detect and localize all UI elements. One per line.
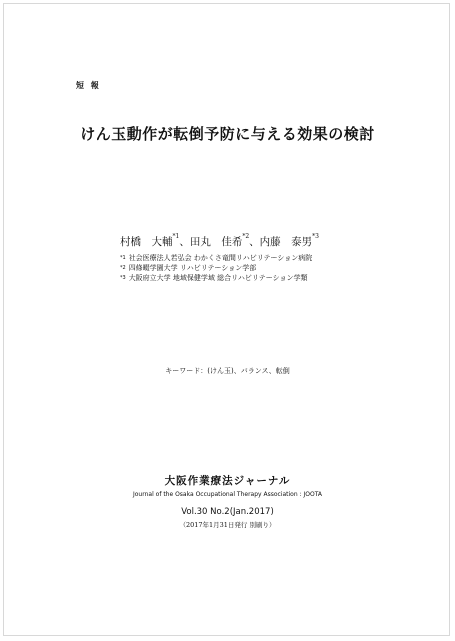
affiliation-list: [120, 253, 312, 283]
affiliation-2: [120, 263, 312, 273]
affiliation-1-text: 社会医療法人若弘会 わかくさ竜間リハビリテーション病院: [128, 254, 313, 262]
author-1-name: 村橋 大輔: [120, 236, 173, 248]
journal-date: （2017年1月31日発行 別刷り）: [179, 521, 276, 529]
journal-title: 大阪作業療法ジャーナル: [164, 475, 291, 487]
author-3: [249, 233, 319, 248]
author-1-affiliation-mark: *1: [172, 233, 180, 240]
article-category: 短 報: [76, 81, 101, 90]
affiliation-3: [120, 273, 312, 283]
author-2-affiliation-mark: *2: [242, 233, 250, 240]
page-frame: [3, 3, 450, 636]
author-3-affiliation-mark: *3: [312, 233, 319, 240]
journal-volume: Vol.30 No.2(Jan.2017): [181, 507, 274, 517]
affiliation-3-text: 大阪府立大学 地域保健学域 総合リハビリテーション学類: [128, 274, 308, 282]
journal-english-title: Journal of the Osaka Occupational Therapy Association : JOOTA: [132, 491, 323, 498]
author-list: [120, 234, 319, 249]
affiliation-3-mark: *3: [120, 275, 126, 281]
affiliation-1: [120, 253, 312, 263]
author-1: [120, 233, 180, 248]
author-2: [179, 233, 250, 248]
keywords-line: キーワード：(けん玉)、バランス、転倒: [165, 367, 290, 375]
author-2-name: 、田丸 佳希: [179, 236, 243, 248]
affiliation-2-text: 四條畷学園大学 リハビリテーション学部: [128, 264, 257, 272]
affiliation-2-mark: *2: [120, 265, 126, 271]
author-3-name: 、内藤 泰男: [249, 236, 313, 248]
article-title: けん玉動作が転倒予防に与える効果の検討: [80, 125, 375, 143]
affiliation-1-mark: *1: [120, 255, 126, 261]
journal-info: [0, 474, 455, 531]
